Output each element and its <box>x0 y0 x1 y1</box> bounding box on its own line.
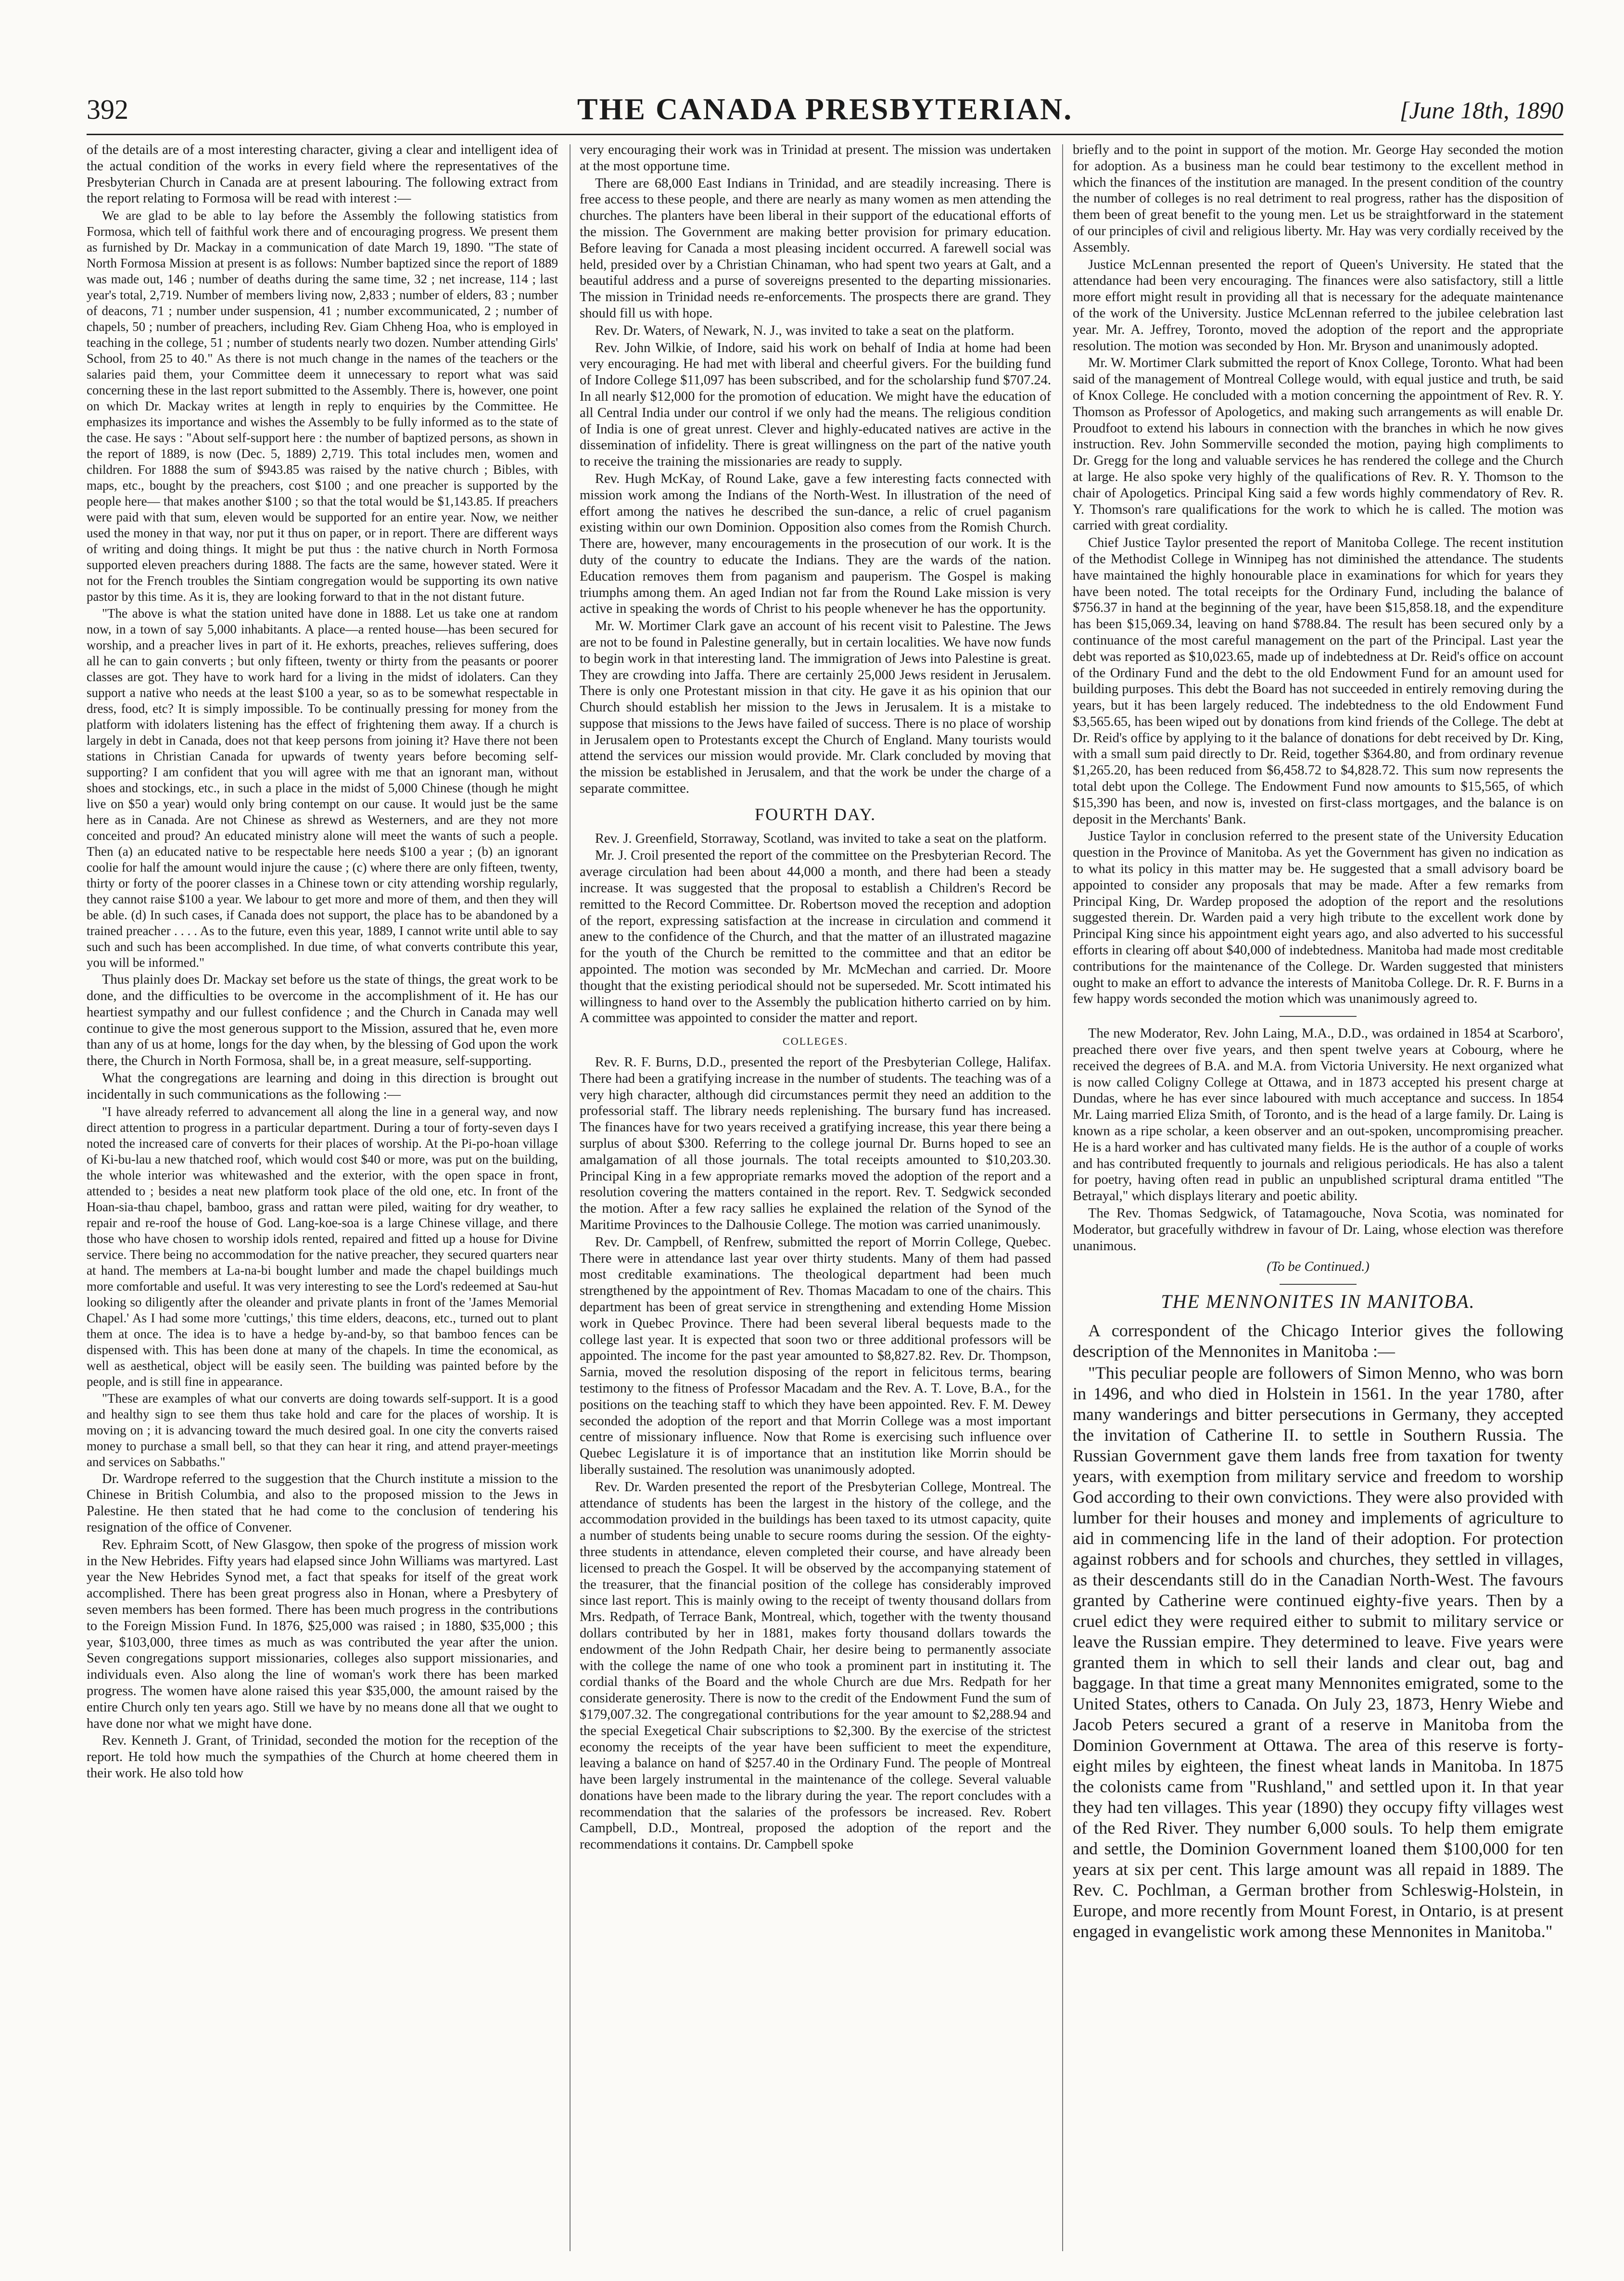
paragraph: The Rev. Thomas Sedgwick, of Tatamagouche, Nova Scotia, was nominated for Moderator, but gracefully withdrew in favour of Dr. Laing, whose election was therefore unanimous. <box>1073 1206 1563 1254</box>
paragraph: Rev. John Wilkie, of Indore, said his work on behalf of India at home had been very encouraging. He had met with liberal and cheerful givers. For the building fund of Indore College $11,097 has been subscribed, and for the scholarship fund $707.24. In all nearly $12,000 for the promotion of education. We might have the education of all Central India under our control if we only had the means. The religious condition of India is one of great unrest. Clever and highly-educated natives are active in the dissemination of infidelity. There is great willingness on the part of the native youth to receive the training the missionaries are ready to supply. <box>580 340 1051 469</box>
section-heading-colleges: COLLEGES. <box>783 1035 848 1048</box>
paragraph: "I have already referred to advancement all along the line in a general way, and now direct attention to progress in a particular department. During a tour of forty-seven days I noted the increased care of converts for their places of worship. At the Pi-po-hoan village of Ki-bu-lau a new thatched roof, which would cost $40 or more, was put on the building, the whole interior was whitewashed and the exterior, with the open space in front, attended to ; besides a neat new platform took place of the old one, etc. In front of the Hoan-sia-thau chapel, bamboo, grass and rattan were piled, waiting for dry weather, to repair and re-roof the house of God. Lang-koe-soa is a large Chinese village, and there those who have chosen to worship idols rented, repaired and fitted up a house for Divine service. There being no accommodation for the native preacher, they secured quarters near at hand. The members at La-na-bi bought lumber and made the chapel buildings much more comfortable and useful. It was very interesting to see the Lord's redeemed at Sau-hut looking so diligently after the oleander and private plants in front of the 'James Memorial Chapel.' As I had some more 'cuttings,' this time elders, deacons, etc., turned out to plant them at once. The idea is to have a hedge by-and-by, so that bamboo fences can be dispensed with. This has been done at many of the chapels. In time the economical, as well as aesthetical, object will be easily seen. The building was painted before by the people, and is still fine in appearance. <box>87 1104 558 1389</box>
paragraph: "These are examples of what our converts are doing towards self-support. It is a good and healthy sign to see them thus take hold and care for the places of worship. It is moving on ; it is advancing toward the much desired goal. In one city the converts raised money to purchase a small bell, so that they can hear it ring, and attend prayer-meetings and services on Sabbaths." <box>87 1391 558 1469</box>
paragraph: Mr. W. Mortimer Clark gave an account of his recent visit to Palestine. The Jews are not to be found in Palestine generally, but in certain localities. We have now funds to begin work in that interesting land. The immigration of Jews into Palestine is great. They are crowding into Jaffa. There are certainly 25,000 Jews resident in Jerusalem. There is only one Protestant mission in that city. He gave it as his opinion that our Church should establish her mission to the Jews in Jerusalem. It is a mistake to suppose that missions to the Jews have failed of success. There is no place of worship in Jerusalem open to Protestants except the Church of England. Many tourists would attend the services our mission would provide. Mr. Clark concluded by moving that the mission be established in Jerusalem, and that the work be under the charge of a separate committee. <box>580 619 1051 797</box>
continued-note: (To be Continued.) <box>1267 1259 1370 1275</box>
paragraph: Rev. Dr. Warden presented the report of the Presbyterian College, Montreal. The attendance of students has been the largest in the history of the college, and the accommodation provided in the buildings has been taxed to its utmost capacity, quite a number of students being unable to secure rooms during the session. Of the eighty-three students in attendance, eleven completed their course, and have already been licensed to preach the Gospel. It will be observed by the accompanying statement of the treasurer, that the financial position of the college has considerably improved since last report. This is mainly owing to the receipt of twenty thousand dollars from Mrs. Redpath, of Terrace Bank, Montreal, which, together with the twenty thousand dollars contributed by her in 1881, makes forty thousand dollars towards the endowment of the John Redpath Chair, her desire being to permanently associate with the college the name of one who took a prominent part in instituting it. The cordial thanks of the Board and the whole Church are due Mrs. Redpath for her considerate generosity. There is now to the credit of the Endowment Fund the sum of $179,007.32. The congregational contributions for the year amount to $2,288.94 and the special Exegetical Chair subscriptions to $2,300. By the exercise of the strictest economy the receipts of the year have been sufficient to meet the expenditure, leaving a balance on hand of $257.40 in the Ordinary Fund. The people of Montreal have been largely instrumental in the maintenance of the college. Several valuable donations have been made to the library during the year. The report concludes with a recommendation that the salaries of the professors be increased. Rev. Robert Campbell, D.D., Montreal, proposed the adoption of the report and the recommendations it contains. Dr. Campbell spoke <box>580 1479 1051 1852</box>
paragraph: A correspondent of the Chicago Interior gives the following description of the Mennonites in Manitoba :— <box>1073 1320 1563 1361</box>
paragraph: Dr. Wardrope referred to the suggestion that the Church institute a mission to the Chinese in British Columbia, and also to the proposed mission to the Jews in Palestine. He then stated that he had come to the conclusion of tendering his resignation of the office of Convener. <box>87 1471 558 1535</box>
newspaper-title: THE CANADA PRESBYTERIAN. <box>577 92 1073 126</box>
paragraph: There are 68,000 East Indians in Trinidad, and are steadily increasing. There is free access to these people, and there are nearly as many women as men attending the churches. The planters have been liberal in their support of the educational efforts of the mission. The Government are making better provision for primary education. Before leaving for Canada a most pleasing incident occurred. A farewell social was held, presided over by a Christian Chinaman, who had spent two years at Galt, and a beautiful address and a purse of sovereigns presented to the departing missionaries. The mission in Trinidad needs re-enforcements. The prospects there are grand. They should fill us with hope. <box>580 176 1051 321</box>
paragraph: briefly and to the point in support of the motion. Mr. George Hay seconded the motion for adoption. As a business man he could bear testimony to the excellent method in which the finances of the institution are managed. In the present condition of the country the number of colleges is no real detriment to real progress, rather has the disposition of them been of great benefit to the young men. Let us be straightforward in the statement of our principles of civil and religious liberty. Mr. Hay was very cordially received by the Assembly. <box>1073 142 1563 255</box>
paragraph: Justice McLennan presented the report of Queen's University. He stated that the attendance had been very encouraging. The finances were also satisfactory, still a little more effort might result in providing all that is necessary for the adequate maintenance of the work of the University. Justice McLennan referred to the jubilee celebration last year. Mr. A. Jeffrey, Toronto, moved the adoption of the report and the appropriate resolution. The motion was seconded by Hon. Mr. Bryson and unanimously adopted. <box>1073 257 1563 354</box>
column-divider <box>1062 144 1063 2251</box>
paragraph: We are glad to be able to lay before the Assembly the following statistics from Formosa, which tell of faithful work there and of encouraging progress. We present them as furnished by Dr. Mackay in a communication of date March 19, 1890. "The state of North Formosa Mission at present is as follows: Number baptized since the report of 1889 was made out, 146 ; number of deaths during the same time, 32 ; net increase, 114 ; last year's total, 2,719. Number of members living now, 2,833 ; number of elders, 83 ; number of deacons, 71 ; number under suspension, 41 ; number excommunicated, 2 ; number of chapels, 50 ; number of preachers, including Rev. Giam Chheng Hoa, who is employed in teaching in the college, 51 ; number of students nearly two dozen. Number attending Girls' School, from 25 to 40." As there is not much change in the names of the teachers or the salaries paid them, your Committee deem it unnecessary to report what was said concerning these in the last report submitted to the Assembly. There is, however, one point on which Dr. Mackay writes at length in reply to enquiries by the Committee. He emphasizes its importance and wishes the Assembly to be fully informed as to the state of the case. He says : "About self-support here : the number of baptized persons, as shown in the report of 1889, is now (Dec. 5, 1889) 2,719. This total includes men, women and children. For 1888 the sum of $943.85 was raised by the native church ; Bibles, with maps, etc., bought by the preachers, cost $100 ; and one preacher is supported by the people here— that makes another $100 ; so that the total would be $1,143.85. If preachers were paid with that sum, eleven would be supported for an entire year. Now, we neither used the money in that way, nor put it thus on paper, or in report. There are different ways of writing and doing things. It might be put thus : the native church in North Formosa supported eleven preachers during 1888. The facts are the same, however stated. Were it not for the French troubles the Sintiam congregation would be supporting its own native pastor by this time. As it is, they are looking forward to that in the not distant future. <box>87 208 558 604</box>
paragraph: Rev. J. Greenfield, Storraway, Scotland, was invited to take a seat on the platform. <box>595 831 1047 846</box>
section-divider <box>1280 1284 1357 1285</box>
column-1 <box>87 142 558 2256</box>
issue-date: [June 18th, 1890 <box>1399 97 1563 124</box>
section-divider <box>1280 1016 1357 1017</box>
page-number: 392 <box>87 94 128 125</box>
column-2 <box>580 142 1051 2256</box>
paragraph: Rev. Ephraim Scott, of New Glasgow, then spoke of the progress of mission work in the New Hebrides. Fifty years had elapsed since John Williams was martyred. Last year the New Hebrides Synod met, a fact that speaks for itself of the great work accomplished. There has been great progress also in Honan, where a Presbytery of seven members has been formed. There has been much progress in the contributions to the Foreign Mission Fund. In 1876, $25,000 was raised ; in 1880, $35,000 ; this year, $103,000, three times as much as was contributed the year after the union. Seven congregations support missionaries, colleges also support missionaries, and individuals even. Also along the line of woman's work there has been marked progress. The women have alone raised this year $35,000, the amount raised by the entire Church only ten years ago. Still we have by no means done all that we ought to have done nor what we might have done. <box>87 1537 558 1731</box>
section-heading-fourth-day: FOURTH DAY. <box>755 804 876 824</box>
paragraph: "The above is what the station united have done in 1888. Let us take one at random now, in a town of say 5,000 inhabitants. A place—a rented house—has been secured for worship, and a preacher lives in part of it. He exhorts, preaches, relieves suffering, does all he can to gain converts ; but only fifteen, twenty or thirty from the peasants or poorer classes are got. They have to work hard for a living in the midst of idolaters. Can they support a native who needs at the least $100 a year, so as to be somewhat respectable in dress, food, etc? It is simply impossible. To be continually pressing for money from the platform with idolaters listening has the effect of frightening them away. If a church is largely in debt in Canada, does not that keep persons from joining it? Have there not been stations in Christian Canada for upwards of twenty years before becoming self-supporting? I am confident that you will agree with me that an ignorant man, without shoes and stockings, etc., in such a place in the midst of 5,000 Chinese (though he might live on $50 a year) would only bring contempt on our cause. It would just be the same here as in Canada. Are not Chinese as shrewd as Westerners, and are they not more conceited and proud? An educated ministry alone will meet the wants of such a people. Then (a) an educated native to be respectable here needs $100 a year ; (b) an ignorant coolie for half the amount would injure the cause ; (c) where there are only fifteen, twenty, thirty or forty of the poorer classes in a Chinese town or city attending worship regularly, they cannot raise $100 a year. We labour to get more and more of them, and then they will be able. (d) In such cases, if Canada does not support, the place has to be abandoned by a trained preacher . . . . As to the future, even this year, 1889, I cannot write until able to say such and such has been accomplished. In due time, of what converts contribute this year, you will be informed." <box>87 606 558 970</box>
paragraph: Rev. Kenneth J. Grant, of Trinidad, seconded the motion for the reception of the report. He told how much the sympathies of the Church at home cheered them in their work. He also told how <box>87 1733 558 1781</box>
paragraph: Justice Taylor in conclusion referred to the present state of the University Education question in the Province of Manitoba. As yet the Government has given no indication as to what its policy in this matter may be. He suggested that a small advisory board be appointed to consider any proposals that may be made. After a few remarks from Principal King, Dr. Wardep proposed the adoption of the report and the resolutions suggested therein. Dr. Warden paid a very high tribute to the excellent work done by Principal King since his appointment eight years ago, and also adverted to his successful efforts in clearing off about $40,000 of indebtedness. Manitoba had made most creditable contributions for the maintenance of the College. Dr. Warden suggested that ministers ought to make an effort to advance the interests of Manitoba College. Dr. R. F. Burns in a few happy words seconded the motion which was unanimously agreed to. <box>1073 829 1563 1007</box>
paragraph: Mr. J. Croil presented the report of the committee on the Presbyterian Record. The average circulation had been about 44,000 a month, and there had been a steady increase. It was suggested that the proposal to establish a Children's Record be remitted to the Record Committee. Dr. Robertson moved the reception and adoption of the report, expressing satisfaction at the increase in circulation and commend it anew to the confidence of the Church, and that the matter of an illustrated magazine for the youth of the Church be remitted to the committee and that an editor be appointed. The motion was seconded by Mr. McMechan and carried. Dr. Moore thought that the existing periodical should not be superseded. Mr. Scott intimated his willingness to hand over to the Assembly the publication hitherto carried on by him. A committee was appointed to consider the matter and report. <box>580 848 1051 1026</box>
paragraph: Rev. Dr. Campbell, of Renfrew, submitted the report of Morrin College, Quebec. There were in attendance last year over thirty students. Many of them had passed most creditable examinations. The theological department had been much strengthened by the appointment of Rev. Thomas Macadam to one of the chairs. This department has been of great service in strengthening and extending Home Mission work in Quebec Province. There had been several liberal bequests made to the college last year. It is expected that soon two or three additional professors will be appointed. The income for the past year amounted to $8,827.82. Rev. Dr. Thompson, Sarnia, moved the resolution disposing of the report in felicitous terms, bearing testimony to the fitness of Professor Macadam and the Rev. A. T. Love, B.A., for the positions on the teaching staff to which they have been appointed. Rev. F. M. Dewey seconded the adoption of the report and that Morrin College was a most important centre of missionary influence. Now that Rome is exercising such influence over Quebec Legislature it is of importance that an institution like Morrin should be liberally sustained. The resolution was unanimously adopted. <box>580 1234 1051 1477</box>
paragraph: Rev. R. F. Burns, D.D., presented the report of the Presbyterian College, Halifax. There had been a gratifying increase in the number of students. The teaching was of a very high character, although did circumstances permit they need an addition to the professorial staff. The library needs replenishing. The bursary fund has increased. The finances have for two years received a gratifying increase, this year there being a surplus of about $300. Referring to the college journal Dr. Burns hoped to see an amalgamation of all those journals. The total receipts amounted to $10,203.30. Principal King in a few appropriate remarks moved the adoption of the report and a resolution covering the matters contained in the report. Rev. T. Sedgwick seconded the motion. After a few racy sallies he explained the relation of the Synod of the Maritime Provinces to the Dalhousie College. The motion was carried unanimously. <box>580 1055 1051 1232</box>
paragraph: of the details are of a most interesting character, giving a clear and intelligent idea of the actual condition of the works in every field where the representatives of the Presbyterian Church in Canada are at present labouring. The following extract from the report relating to Formosa will be read with interest :— <box>87 142 558 206</box>
paragraph: Chief Justice Taylor presented the report of Manitoba College. The recent institution of the Methodist College in Winnipeg has not diminished the attendance. The students have maintained the highly honourable place in examinations for which for years they have been noted. The total receipts for the Ordinary Fund, including the balance of $756.37 in hand at the beginning of the year, have been $15,858.18, and the expenditure has been $15,069.34, leaving on hand $788.84. The result has been secured only by a continuance of the most careful management on the part of the Principal. Last year the debt was reported as $10,023.65, made up of indebtedness at Dr. Reid's office on account of the Ordinary Fund and the debt to the old Endowment Fund for an amount used for building purposes. This debt the Board has not succeeded in entirely removing during the years, but it has been largely reduced. The indebtedness to the old Endowment Fund $3,565.65, has been wiped out by donations from kind friends of the College. The debt at Dr. Reid's office by applying to it the balance of donations for debt received by Dr. King, with a small sum paid directly to Dr. Reid, together $364.80, and from ordinary revenue $1,265.20, has been reduced from $6,458.72 to $4,828.72. This sum now represents the total debt upon the College. The Endowment Fund now amounts to $15,565, of which $15,390 has been, and now is, invested on first-class mortgages, and the balance is on deposit in the Merchants' Bank. <box>1073 535 1563 827</box>
masthead <box>87 91 1563 130</box>
paragraph: What the congregations are learning and doing in this direction is brought out incidentally in such communications as the following :— <box>87 1070 558 1102</box>
article-title: THE MENNONITES IN MANITOBA. <box>1161 1291 1475 1313</box>
column-divider <box>570 144 571 2251</box>
paragraph: very encouraging their work was in Trinidad at present. The mission was undertaken at the most opportune time. <box>580 142 1051 174</box>
paragraph: Rev. Hugh McKay, of Round Lake, gave a few interesting facts connected with mission work among the Indians of the North-West. In illustration of the need of effort among the natives he described the sun-dance, a relic of cruel paganism existing within our own Dominion. Opposition also comes from the Romish Church. There are, however, many encouragements in the prosecution of our work. It is the duty of the country to educate the Indians. They are the wards of the nation. Education removes them from paganism and pauperism. The Gospel is making triumphs among them. An aged Indian not far from the Round Lake mission is very active in speaking the words of Christ to his people whenever he has the opportunity. <box>580 471 1051 617</box>
paragraph: "This peculiar people are followers of Simon Menno, who was born in 1496, and who died in Holstein in 1561. In the year 1780, after many wanderings and bitter persecutions in Germany, they accepted the invitation of Catherine II. to settle in Southern Russia. The Russian Government gave them lands free from taxation for twenty years, with exemption from military service and freedom to worship God according to their own convictions. They were also provided with lumber for their houses and money and implements of agriculture to aid in commencing life in the land of their adoption. For protection against robbers and for schools and churches, they settled in villages, as their descendants still do in the Canadian North-West. The favours granted by Catherine were continued eighty-five years. Then by a cruel edict they were required either to submit to military service or leave the Russian empire. They determined to leave. Five years were granted them in which to sell their lands and clear out, bag and baggage. In that time a great many Mennonites emigrated, some to the United States, others to Canada. On July 23, 1873, Henry Wiebe and Jacob Peters secured a grant of a reserve in Manitoba from the Dominion Government at Ottawa. The area of this reserve is forty-eight miles by eighteen, the finest wheat lands in Manitoba. In 1875 the colonists came from "Rushland," and settled upon it. In that year they had ten villages. This year (1890) they occupy fifty villages west of the Red River. They number 6,000 souls. To help them emigrate and settle, the Dominion Government loaned them $100,000 for ten years at six per cent. This large amount was all repaid in 1889. The Rev. C. Pochlman, a German brother from Schleswig-Holstein, in Europe, and more recently from Mount Forest, in Ontario, is at present engaged in evangelistic work among these Mennonites in Manitoba." <box>1073 1363 1563 1941</box>
paragraph: The new Moderator, Rev. John Laing, M.A., D.D., was ordained in 1854 at Scarboro', preached there over five years, and then spent twelve years at Cobourg, where he received the degrees of B.A. and M.A. from Victoria University. He next organized what is now called Coligny College at Ottawa, and in 1873 accepted his present charge at Dundas, where he has ever since laboured with much acceptance and success. In 1854 Mr. Laing married Eliza Smith, of Toronto, and is the head of a large family. Dr. Laing is known as a ripe scholar, a keen observer and an out-spoken, uncompromising preacher. He is a hard worker and has cultivated many fields. He is the author of a couple of works and has contributed frequently to journals and religious periodicals. He has also a talent for poetry, having often read in public an unpublished scriptural drama entitled "The Betrayal," which displays literary and poetic ability. <box>1073 1026 1563 1204</box>
paragraph: Thus plainly does Dr. Mackay set before us the state of things, the great work to be done, and the difficulties to be overcome in the accomplishment of it. He has our heartiest sympathy and our fullest confidence ; and the Church in Canada may well continue to give the most generous support to the Mission, assured that he, even more than any of us at home, longs for the day when, by the blessing of God upon the work there, the Church in North Formosa, shall be, in a great measure, self-supporting. <box>87 972 558 1069</box>
column-3 <box>1073 142 1563 2256</box>
paragraph: Mr. W. Mortimer Clark submitted the report of Knox College, Toronto. What had been said of the management of Montreal College would, with equal justice and truth, be said of Knox College. He concluded with a motion concerning the appointment of Rev. R. Y. Thomson as Professor of Apologetics, and making such arrangements as will enable Dr. Proudfoot to extend his labours in connection with the branches in which he now gives instruction. Rev. John Sommerville seconded the motion, paying high compliments to Dr. Gregg for the long and valuable services he has rendered the college and the Church at large. He also spoke very highly of the qualifications of Rev. R. Y. Thomson to the chair of Apologetics. Principal King said a few words highly commendatory of Rev. R. Y. Thomson's rare qualifications for the work to which he is called. The motion was carried with great cordiality. <box>1073 355 1563 533</box>
masthead-rule <box>87 134 1563 135</box>
paragraph: Rev. Dr. Waters, of Newark, N. J., was invited to take a seat on the platform. <box>595 323 1015 338</box>
